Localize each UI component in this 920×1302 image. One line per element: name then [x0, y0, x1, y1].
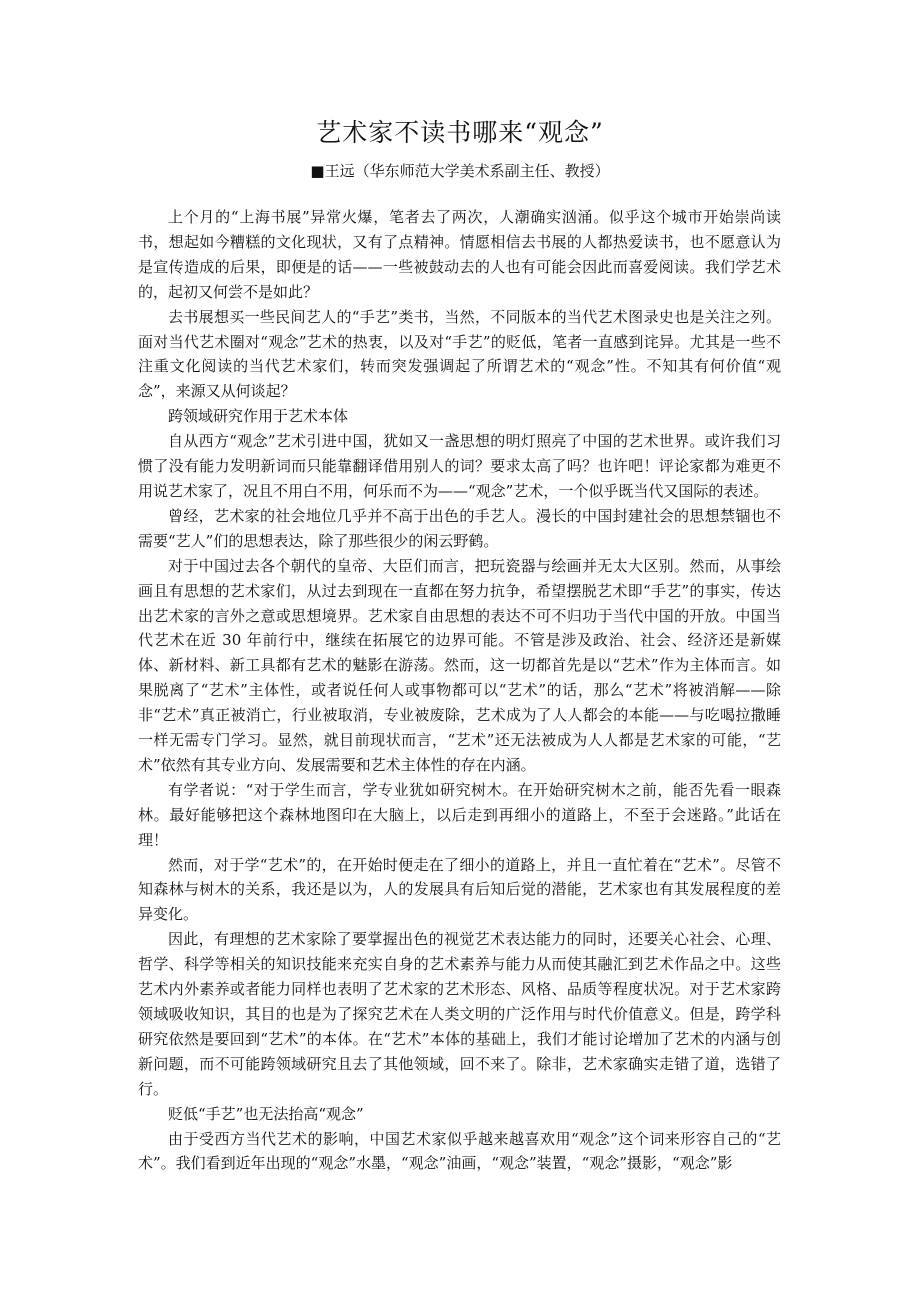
section-heading: 贬低“手艺”也无法抬高“观念”: [168, 1104, 364, 1123]
article-title: 艺术家不读书哪来“观念”: [316, 118, 604, 147]
article-body: [138, 205, 781, 1176]
paragraph: 然而，对于学“艺术”的，在开始时便走在了细小的道路上，并且一直忙着在“艺术”。尽管不知森林与树木的关系，我还是以为，人的发展具有后知后觉的潜能，艺术家也有其发展程度的差异变化。: [138, 855, 781, 924]
author-byline: ■王远（华东师范大学美术系副主任、教授）: [310, 162, 610, 180]
paragraph: 因此，有理想的艺术家除了要掌握出色的视觉艺术表达能力的同时，还要关心社会、心理、哲学、科学等相关的知识技能来充实自身的艺术素养与能力从而使其融汇到艺术作品之中。这些艺术内外素养或者能力同样也表明了艺术家的艺术形态、风格、品质等程度状况。对于艺术家跨领域吸收知识，其目的也是为了探究艺术在人类文明的广泛作用与时代价值意义。但是，跨学科研究依然是要回到“艺术”的本体。在“艺术”本体的基础上，我们才能讨论增加了艺术的内涵与创新问题，而不可能跨领域研究且去了其他领域，回不来了。除非，艺术家确实走错了道，选错了行。: [138, 930, 781, 1098]
paragraph: 由于受西方当代艺术的影响，中国艺术家似乎越来越喜欢用“观念”这个词来形容自己的“艺术”。我们看到近年出现的“观念”水墨，“观念”油画，“观念”装置，“观念”摄影，“观念”影: [138, 1129, 781, 1173]
paragraph: 有学者说：“对于学生而言，学专业犹如研究树木。在开始研究树木之前，能否先看一眼森林。最好能够把这个森林地图印在大脑上，以后走到再细小的道路上，不至于会迷路。”此话在理！: [138, 780, 781, 849]
section-heading: 跨领域研究作用于艺术本体: [168, 407, 349, 426]
paragraph: 自从西方“观念”艺术引进中国，犹如又一盏思想的明灯照亮了中国的艺术世界。或许我们习惯了没有能力发明新词而只能靠翻译借用别人的词？要求太高了吗？也许吧！评论家都为难更不用说艺术家了，况且不用白不用，何乐而不为——“观念”艺术，一个似乎既当代又国际的表述。: [138, 432, 781, 500]
paragraph: 去书展想买一些民间艺人的“手艺”类书，当然，不同版本的当代艺术图录史也是关注之列。面对当代艺术圈对“观念”艺术的热衷，以及对“手艺”的贬低，笔者一直感到诧异。尤其是一些不注重文化阅读的当代艺术家们，转而突发强调起了所谓艺术的“观念”性。不知其有何价值“观念”，来源又从何谈起？: [138, 307, 781, 401]
paragraph: 上个月的“上海书展”异常火爆，笔者去了两次，人潮确实汹涌。似乎这个城市开始崇尚读书，想起如今糟糕的文化现状，又有了点精神。情愿相信去书展的人都热爱读书，也不愿意认为是宣传造成的后果，即便是的话——一些被鼓动去的人也有可能会因此而喜爱阅读。我们学艺术的，起初又何尝不是如此？: [138, 208, 781, 301]
paragraph: 对于中国过去各个朝代的皇帝、大臣们而言，把玩瓷器与绘画并无太大区别。然而，从事绘画且有思想的艺术家们，从过去到现在一直都在努力抗争，希望摆脱艺术即“手艺”的事实，传达出艺术家的言外之意或思想境界。艺术家自由思想的表达不可不归功于当代中国的开放。中国当代艺术在近 30 年前行中，继续在拓展它的边界可能。不管是涉及政治、社会、经济还是新媒体、新材料、新工具都有艺术的魅影在游荡。然而，这一切都首先是以“艺术”作为主体而言。如果脱离了“艺术”主体性，或者说任何人或事物都可以“艺术”的话，那么“艺术”将被消解——除非“艺术”真正被消亡，行业被取消，专业被废除，艺术成为了人人都会的本能——与吃喝拉撒睡一样无需专门学习。显然，就目前现状而言，“艺术”还无法被成为人人都是艺术家的可能，“艺术”依然有其专业方向、发展需要和艺术主体性的存在内涵。: [138, 556, 781, 774]
paragraph: 曾经，艺术家的社会地位几乎并不高于出色的手艺人。漫长的中国封建社会的思想禁锢也不需要“艺人”们的思想表达，除了那些很少的闲云野鹤。: [138, 506, 781, 550]
